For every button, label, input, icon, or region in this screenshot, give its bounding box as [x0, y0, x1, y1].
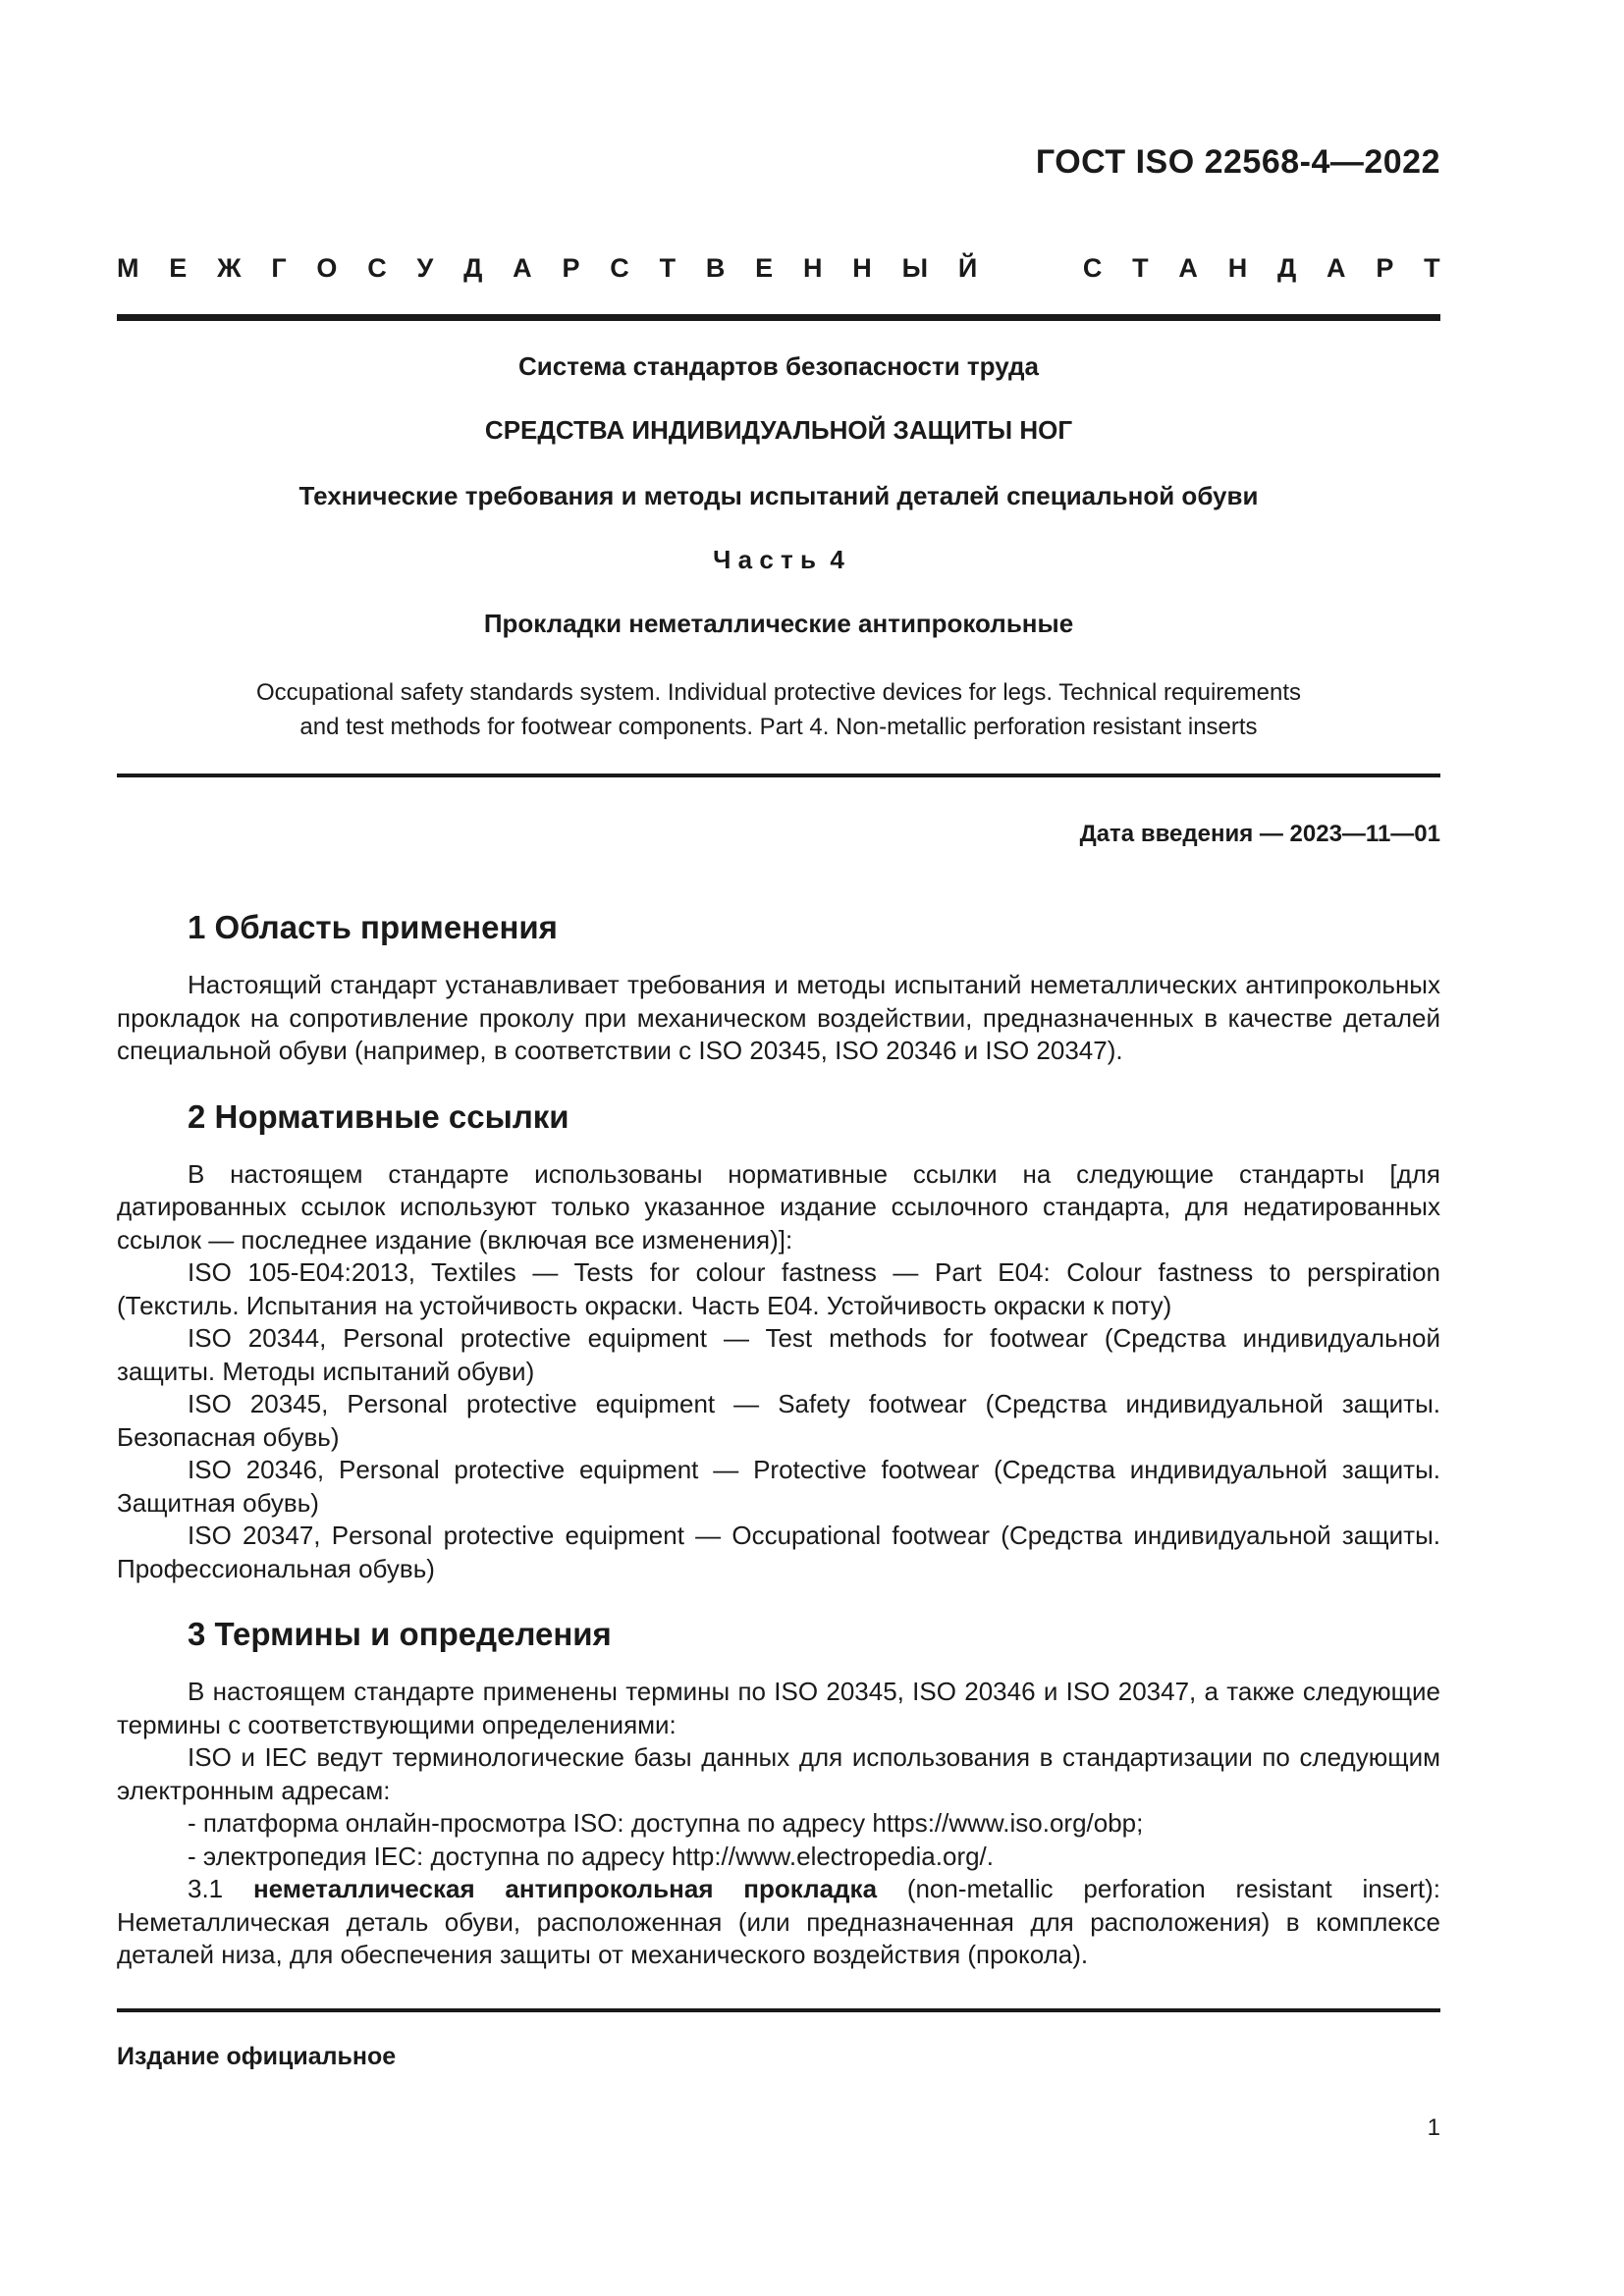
- paragraph: В настоящем стандарте использованы нормативные ссылки на следующие стандарты [для датированных ссылок используют только указанное издание ссылочного стандарта, для недатированных ссылок — последнее издание (включая все изменения)]:: [117, 1158, 1440, 1255]
- section-terms-definitions: [117, 1615, 1440, 1972]
- banner-letter: Й: [957, 253, 978, 283]
- section-heading: 1 Область применения: [188, 909, 558, 945]
- paragraph: В настоящем стандарте применены термины по ISO 20345, ISO 20346 и ISO 20347, а также следующие термины с соответствующими определениями:: [117, 1677, 1440, 1739]
- main-title: СРЕДСТВА ИНДИВИДУАЛЬНОЙ ЗАЩИТЫ НОГ: [484, 415, 1073, 445]
- section-normative-references: [117, 1097, 1440, 1586]
- official-edition-label: Издание официальное: [117, 2043, 397, 2070]
- banner-letter: У: [416, 253, 434, 283]
- document-page: [117, 0, 1440, 2296]
- term-definition: [117, 1873, 1440, 1972]
- list-item: - электропедия IEC: доступна по адресу http://www.electropedia.org/.: [188, 1841, 995, 1871]
- paragraph: ISO и IEC ведут терминологические базы данных для использования в стандартизации по следующим электронным адресам:: [117, 1742, 1440, 1805]
- banner-letter: Д: [463, 253, 483, 283]
- banner-letter: А: [1178, 253, 1198, 283]
- reference-item: ISO 20347, Personal protective equipment — Occupational footwear (Средства индивидуальной защиты. Профессиональная обувь): [117, 1521, 1440, 1583]
- banner-letter: Д: [1277, 253, 1297, 283]
- banner-letter: С: [367, 253, 387, 283]
- banner-letter: Т: [1132, 253, 1149, 283]
- section-heading: 3 Термины и определения: [188, 1616, 612, 1652]
- banner-letter: Г: [271, 253, 287, 283]
- reference-item: ISO 105-E04:2013, Textiles — Tests for colour fastness — Part E04: Colour fastness to perspiration (Текстиль. Испытания на устойчивость окраски. Часть E04. Устойчивость окраски к поту): [117, 1257, 1440, 1320]
- banner-letter: О: [316, 253, 338, 283]
- banner-letter: А: [513, 253, 532, 283]
- banner-gap: [1007, 253, 1053, 284]
- banner-letter: Н: [802, 253, 823, 283]
- term-text: (non-metallic perforation resistant insert): Неметаллическая деталь обуви, расположенная (или предназначенная для расположения) в комплексе деталей низа, для обеспечения защиты от механического воздействия (прокола).: [117, 1874, 1440, 1969]
- banner-letter: Р: [1376, 253, 1394, 283]
- reference-item: ISO 20346, Personal protective equipment — Protective footwear (Средства индивидуальной защиты. Защитная обувь): [117, 1455, 1440, 1518]
- title-rule: [117, 774, 1440, 777]
- page-number: 1: [1427, 2114, 1440, 2141]
- banner-letter: А: [1326, 253, 1346, 283]
- term-number: 3.1: [188, 1874, 224, 1903]
- banner-letter: М: [117, 253, 139, 283]
- banner-letter: С: [610, 253, 629, 283]
- intro-date: Дата введения — 2023—11—01: [1079, 821, 1440, 847]
- banner-letter: Е: [755, 253, 774, 283]
- footer-rule: [117, 2008, 1440, 2012]
- banner-letter: Ы: [901, 253, 929, 283]
- term-name: неметаллическая антипрокольная прокладка: [252, 1874, 878, 1903]
- english-title: [117, 675, 1440, 744]
- section-scope: [117, 908, 1440, 1068]
- gost-code: ГОСТ ISO 22568-4—2022: [1035, 143, 1440, 181]
- top-rule: [117, 314, 1440, 321]
- banner-letter: Н: [1227, 253, 1248, 283]
- reference-item: ISO 20344, Personal protective equipment — Test methods for footwear (Средства индивидуальной защиты. Методы испытаний обуви): [117, 1323, 1440, 1386]
- reference-item: ISO 20345, Personal protective equipment — Safety footwear (Средства индивидуальной защиты. Безопасная обувь): [117, 1389, 1440, 1452]
- english-title-line-2: and test methods for footwear components. Part 4. Non-metallic perforation resistant inserts: [299, 714, 1258, 740]
- banner-letter: В: [705, 253, 726, 283]
- banner-letter: Н: [852, 253, 872, 283]
- banner-letter: Т: [659, 253, 677, 283]
- paragraph: Настоящий стандарт устанавливает требования и методы испытаний неметаллических антипрокольных прокладок на сопротивление проколу при механическом воздействии, предназначенных в качестве деталей специальной обуви (например, в соответствии с ISO 20345, ISO 20346 и ISO 20347).: [117, 970, 1440, 1065]
- part-name: Прокладки неметаллические антипрокольные: [483, 609, 1074, 638]
- banner-letter: С: [1082, 253, 1103, 283]
- list-item: - платформа онлайн-просмотра ISO: доступна по адресу https://www.iso.org/obp;: [188, 1808, 1144, 1838]
- part-label: Ч а с т ь 4: [713, 545, 844, 574]
- banner-letter: Е: [169, 253, 188, 283]
- banner-letter: Р: [562, 253, 580, 283]
- document-body: [117, 908, 1440, 2002]
- banner-letter: Т: [1424, 253, 1440, 283]
- interstate-standard-banner: [117, 253, 1440, 284]
- english-title-line-1: Occupational safety standards system. Individual protective devices for legs. Technical requirements: [255, 679, 1302, 706]
- standards-system-title: Система стандартов безопасности труда: [518, 351, 1039, 381]
- subtitle: Технические требования и методы испытаний деталей специальной обуви: [298, 481, 1259, 510]
- banner-letter: Ж: [217, 253, 242, 283]
- section-heading: 2 Нормативные ссылки: [188, 1097, 569, 1135]
